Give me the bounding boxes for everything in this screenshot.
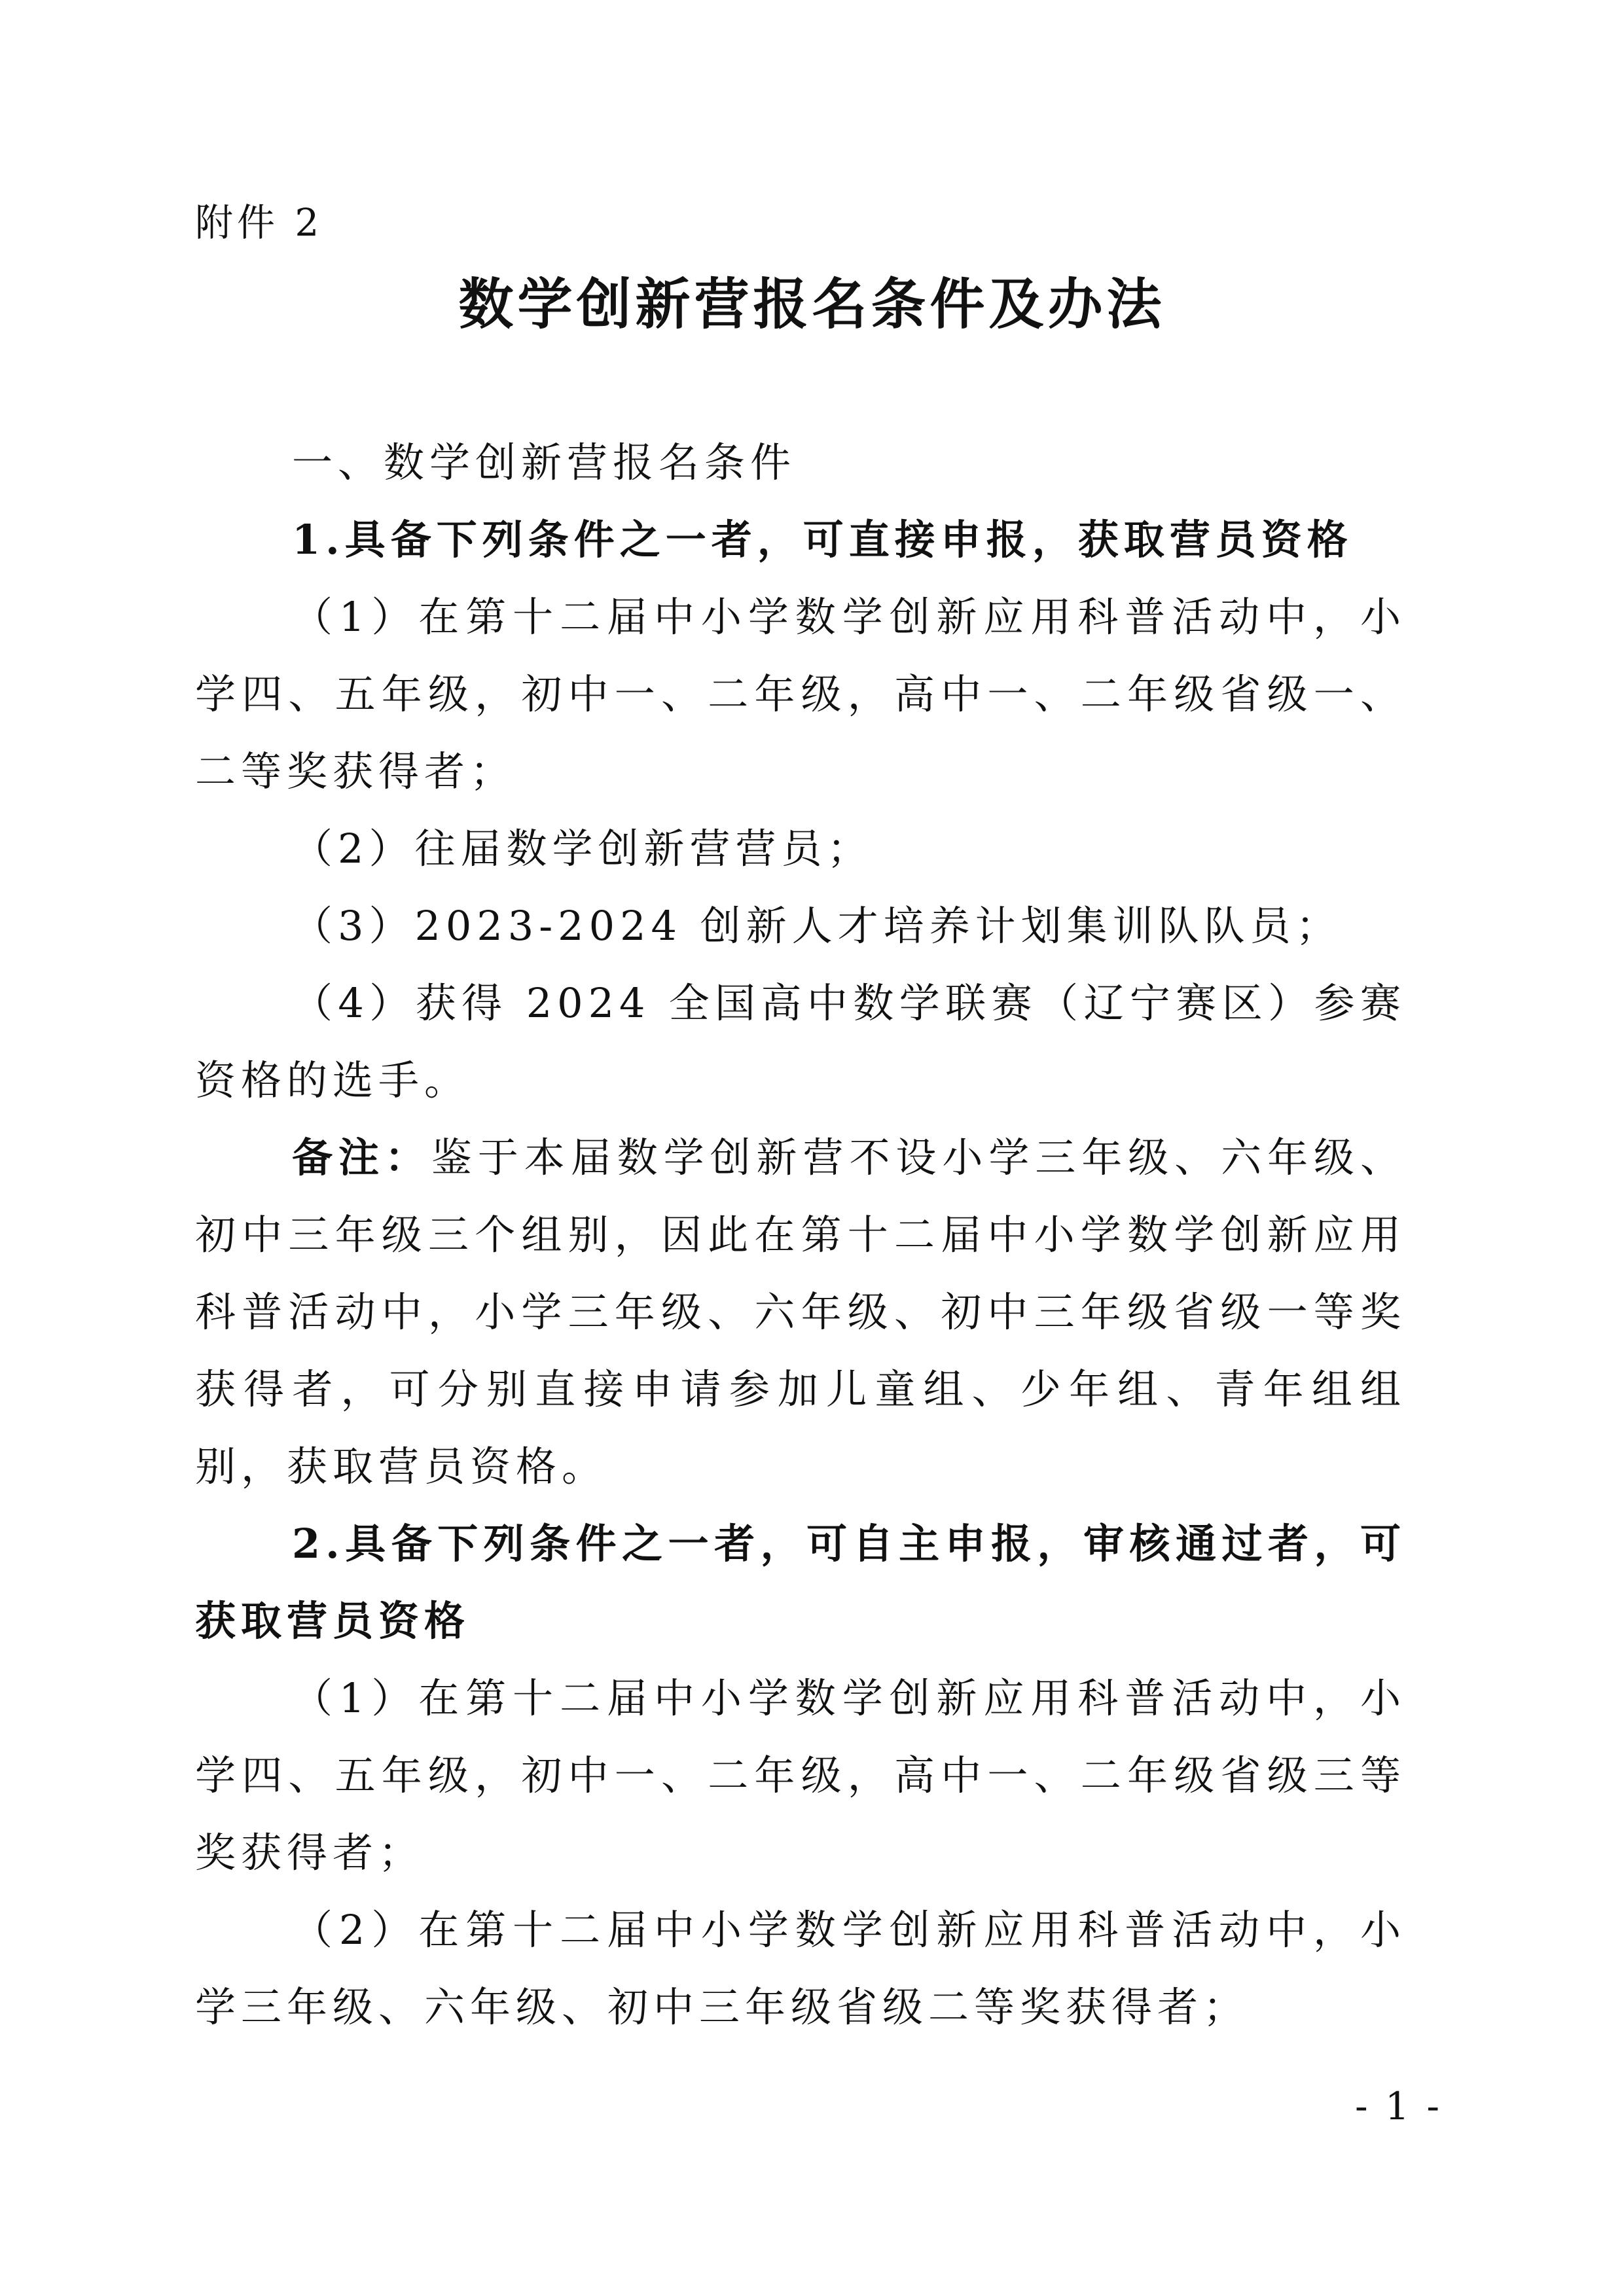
condition-item: （4）获得 2024 全国高中数学联赛（辽宁赛区）参赛资格的选手。 (195, 979, 1406, 1104)
note-paragraph (195, 1119, 1406, 1505)
page-number: - 1 - (1355, 2084, 1442, 2128)
condition-item: （1）在第十二届中小学数学创新应用科普活动中，小学四、五年级，初中一、二年级，高中一、二年级省级一、二等奖获得者； (195, 593, 1406, 795)
note-label: 备注： (292, 1134, 431, 1181)
subsection-heading-1: 1.具备下列条件之一者，可直接申报，获取营员资格 (292, 516, 1353, 564)
document-body (195, 424, 1406, 2046)
condition-item: （2）往届数学创新营营员； (292, 825, 873, 872)
subsection-heading-2: 2.具备下列条件之一者，可自主申报，审核通过者，可获取营员资格 (195, 1520, 1406, 1645)
condition-item: （1）在第十二届中小学数学创新应用科普活动中，小学四、五年级，初中一、二年级，高中一、二年级省级三等奖获得者； (195, 1674, 1406, 1876)
document-title: 数学创新营报名条件及办法 (458, 272, 1166, 336)
condition-item: （3）2023-2024 创新人才培养计划集训队队员； (292, 902, 1342, 950)
section-heading: 一、数学创新营报名条件 (292, 439, 797, 486)
condition-item: （2）在第十二届中小学数学创新应用科普活动中，小学三年级、六年级、初中三年级省级二等奖获得者； (195, 1906, 1406, 2031)
attachment-label: 附件 2 (195, 200, 323, 245)
note-text: 鉴于本届数学创新营不设小学三年级、六年级、初中三年级三个组别，因此在第十二届中小学数学创新应用科普活动中，小学三年级、六年级、初中三年级省级一等奖获得者，可分别直接申请参加儿童组、少年组、青年组组别，获取营员资格。 (195, 1134, 1406, 1490)
